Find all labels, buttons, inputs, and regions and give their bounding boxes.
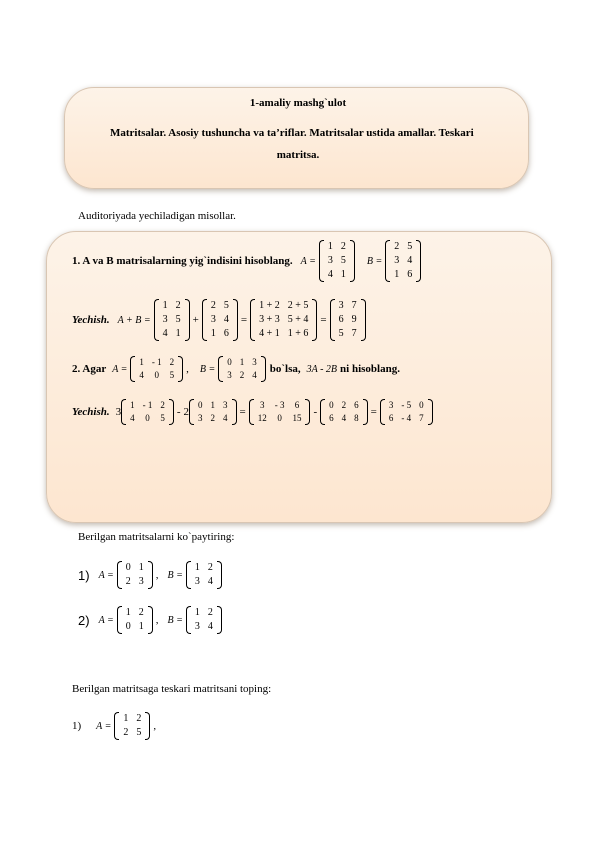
matrix-cell: 12 [257,413,267,423]
matrix-row [325,412,363,425]
matrix-cell: 9 [351,314,357,325]
matrix-cell: 4 [223,413,228,423]
matrix-b-label: B = [366,255,383,267]
matrix-cell: 1 [138,621,144,632]
matrix-cell: 15 [292,413,302,423]
matrix-cell: 2 + 5 [287,300,309,311]
matrix-cell: 0 [277,413,282,423]
matrix-cell: 6 [338,314,344,325]
matrix-cell: 2 [394,241,400,252]
matrix-row [119,726,145,740]
result-matrix [380,399,433,425]
auditorium-label: Auditoriyada yechiladigan misollar. [78,210,236,222]
matrix-cell: 7 [351,300,357,311]
matrix-cell: 4 [407,255,413,266]
inverse-number: 1) [72,720,82,732]
matrix-cell: 1 [123,713,129,724]
matrix-row [255,313,312,327]
matrix-row [159,299,185,313]
matrix-a [114,712,150,740]
matrix-cell: 2 [138,607,144,618]
solution-matrix-b [189,399,237,425]
matrix-cell: 1 [210,400,216,410]
solution-2 [72,399,433,425]
matrix-cell: 8 [354,413,359,423]
matrix-cell: 4 [130,413,135,423]
matrix-cell: 2 [239,370,245,380]
problem-2-suffix-b: ni hisoblang. [340,363,400,375]
matrix-cell: 3 [227,370,232,380]
matrix-a-label: A = [112,363,128,375]
matrix-cell: 0 [125,621,131,632]
matrix-cell: 2 [207,562,213,573]
matrix-a-label: A = [300,255,316,267]
matrix-row [194,399,232,412]
matrix-cell: 1 [340,269,346,280]
matrix-cell: 1 + 6 [287,328,309,339]
matrix-cell: 1 [394,269,400,280]
matrix-cell: 3 [194,621,200,632]
matrix-cell: 6 [329,413,334,423]
matrix-cell: 2 [175,300,181,311]
matrix-cell: 4 [252,370,257,380]
matrix-cell: 1 [130,400,135,410]
matrix-cell: 2 [136,713,142,724]
matrix-cell: 0 [419,400,424,410]
equals-sign: = [239,406,246,418]
matrix-cell: 5 [160,413,165,423]
matrix-cell: 1 [239,357,245,367]
solution-matrix-a [121,399,174,425]
matrix-cell: 3 [394,255,400,266]
matrix-cell: - 1 [151,357,162,367]
matrix-cell: 3 [162,314,168,325]
sum-expression-matrix [250,299,317,341]
problem-1 [72,240,421,282]
matrix-a [117,606,153,634]
matrix-row [119,712,145,726]
matrix-row [255,299,312,313]
expression: 3A - 2B [306,363,338,375]
matrix-row [335,313,361,327]
inverse-item-1 [72,712,159,740]
matrix-cell: 3 + 3 [259,314,280,325]
equals-sign: = [320,314,327,326]
matrix-cell: - 5 [401,400,412,410]
matrix-cell: 3 [388,400,394,410]
exercise-number: 2) [78,612,90,628]
matrix-cell: 0 [125,562,131,573]
scaled-matrix-a [249,399,311,425]
matrix-cell: 4 [223,314,229,325]
matrix-cell: 2 [210,413,216,423]
matrix-a [319,240,355,282]
equals-sign: = [240,314,248,326]
matrix-cell: 6 [294,400,300,410]
matrix-cell: 7 [351,328,357,339]
matrix-cell: 2 [340,241,346,252]
matrix-cell: 1 [139,357,144,367]
matrix-b [385,240,421,282]
sum-result-matrix [330,299,366,341]
matrix-cell: 4 [207,621,213,632]
matrix-cell: 1 [194,562,200,573]
coefficient-2: 2 [183,406,190,418]
matrix-row [135,369,178,382]
matrix-a-label: A = [98,569,114,581]
matrix-cell: 5 [136,727,142,738]
matrix-cell: 3 [259,400,265,410]
matrix-cell: 4 [207,576,213,587]
matrix-cell: 2 [207,607,213,618]
matrix-cell: 5 [169,370,175,380]
matrix-b [186,606,222,634]
matrix-row [324,268,350,282]
matrix-cell: 5 [340,255,346,266]
matrix-a [117,561,153,589]
matrix-row [191,561,217,575]
solution-1 [72,299,366,341]
matrix-row [135,356,178,369]
matrix-cell: 3 [198,413,203,423]
matrix-cell: 4 [341,413,347,423]
exercise-item-1 [78,561,222,589]
matrix-cell: 2 [123,727,129,738]
matrix-row [254,412,306,425]
matrix-cell: 7 [419,413,424,423]
matrix-cell: 3 [252,357,257,367]
matrix-row [159,327,185,341]
matrix-a-label: A = [98,614,114,626]
matrix-cell: 1 [175,328,181,339]
matrix-b-label: B = [167,614,183,626]
exercise-number: 1) [78,567,90,583]
matrix-cell: - 1 [142,400,153,410]
matrix-cell: 2 [210,300,216,311]
problem-2-prefix: 2. Agar [72,363,107,375]
matrix-cell: 1 [125,607,131,618]
problem-1-text: 1. A va B matrisalarning yig`indisini hisoblang. [72,255,293,267]
matrix-row [159,313,185,327]
matrix-cell: 0 [227,357,232,367]
equals-sign: = [370,406,377,418]
comma: , [155,569,159,581]
matrix-row [207,313,233,327]
matrix-cell: 2 [160,400,165,410]
topic-line-1: Matritsalar. Asosiy tushuncha va ta’riflar. Matritsalar ustida amallar. Teskari [110,127,474,139]
matrix-cell: - 4 [401,413,412,423]
matrix-cell: 4 + 1 [259,328,280,339]
sum-matrix-b [202,299,238,341]
matrix-cell: 2 [341,400,347,410]
matrix-row [194,412,232,425]
coefficient-3: 3 [115,406,122,418]
matrix-row [390,254,416,268]
matrix-cell: 4 [162,328,168,339]
matrix-cell: 1 [138,562,144,573]
matrix-row [324,254,350,268]
matrix-row [122,561,148,575]
matrix-cell: 1 [327,241,333,252]
matrix-cell: 2 [169,357,175,367]
matrix-a-label: A = [96,720,112,732]
solution-2-label: Yechish. [72,406,110,418]
matrix-b [186,561,222,589]
matrix-cell: 6 [407,269,413,280]
inverse-heading: Berilgan matritsaga teskari matritsani toping: [72,683,272,695]
matrix-row [122,606,148,620]
comma: , [155,614,159,626]
matrix-cell: 0 [198,400,203,410]
matrix-row [223,369,261,382]
multiply-heading: Berilgan matritsalarni ko`paytiring: [78,531,235,543]
matrix-cell: 5 [175,314,181,325]
sum-label: A + B = [117,314,151,326]
matrix-a [130,356,183,382]
matrix-row [223,356,261,369]
page-title: 1-amaliy mashg`ulot [249,97,347,109]
matrix-cell: 3 [327,255,333,266]
matrix-cell: 1 + 2 [259,300,280,311]
matrix-cell: 4 [327,269,333,280]
exercise-item-2 [78,606,222,634]
comma: , [153,720,157,732]
matrix-cell: 6 [354,400,359,410]
matrix-row [122,575,148,589]
scaled-matrix-b [320,399,368,425]
matrix-row [126,412,169,425]
matrix-row [390,240,416,254]
matrix-cell: 0 [145,413,150,423]
matrix-cell: 1 [162,300,168,311]
matrix-row [385,399,428,412]
matrix-row [325,399,363,412]
matrix-cell: 1 [210,328,216,339]
matrix-row [335,299,361,313]
sum-matrix-a [154,299,190,341]
matrix-row [191,620,217,634]
matrix-cell: 1 [194,607,200,618]
problem-2 [72,356,400,382]
matrix-row [255,327,312,341]
matrix-cell: 3 [194,576,200,587]
matrix-cell: 5 [223,300,229,311]
matrix-row [385,412,428,425]
matrix-cell: 3 [138,576,144,587]
matrix-cell: 0 [329,400,334,410]
matrix-row [324,240,350,254]
matrix-cell: - 3 [274,400,285,410]
matrix-row [335,327,361,341]
topic-line-2: matritsa. [276,149,320,161]
comma: , [186,363,189,375]
matrix-cell: 5 [407,241,413,252]
matrix-cell: 4 [139,370,144,380]
matrix-cell: 3 [223,400,228,410]
matrix-row [207,299,233,313]
matrix-row [191,606,217,620]
matrix-b-label: B = [199,363,216,375]
minus-sign: - [313,406,318,418]
matrix-cell: 5 [338,328,344,339]
matrix-cell: 5 + 4 [287,314,309,325]
matrix-cell: 3 [338,300,344,311]
matrix-row [122,620,148,634]
matrix-cell: 0 [154,370,160,380]
matrix-cell: 3 [210,314,216,325]
solution-1-label: Yechish. [72,314,110,326]
matrix-row [390,268,416,282]
matrix-row [207,327,233,341]
matrix-b [218,356,266,382]
minus-sign: - [176,406,181,418]
matrix-row [126,399,169,412]
matrix-b-label: B = [167,569,183,581]
problem-2-suffix-a: bo`lsa, [269,363,301,375]
matrix-cell: 6 [388,413,394,423]
matrix-row [191,575,217,589]
matrix-cell: 6 [223,328,229,339]
matrix-cell: 2 [125,576,131,587]
plus-sign: + [192,314,199,326]
matrix-row [254,399,306,412]
